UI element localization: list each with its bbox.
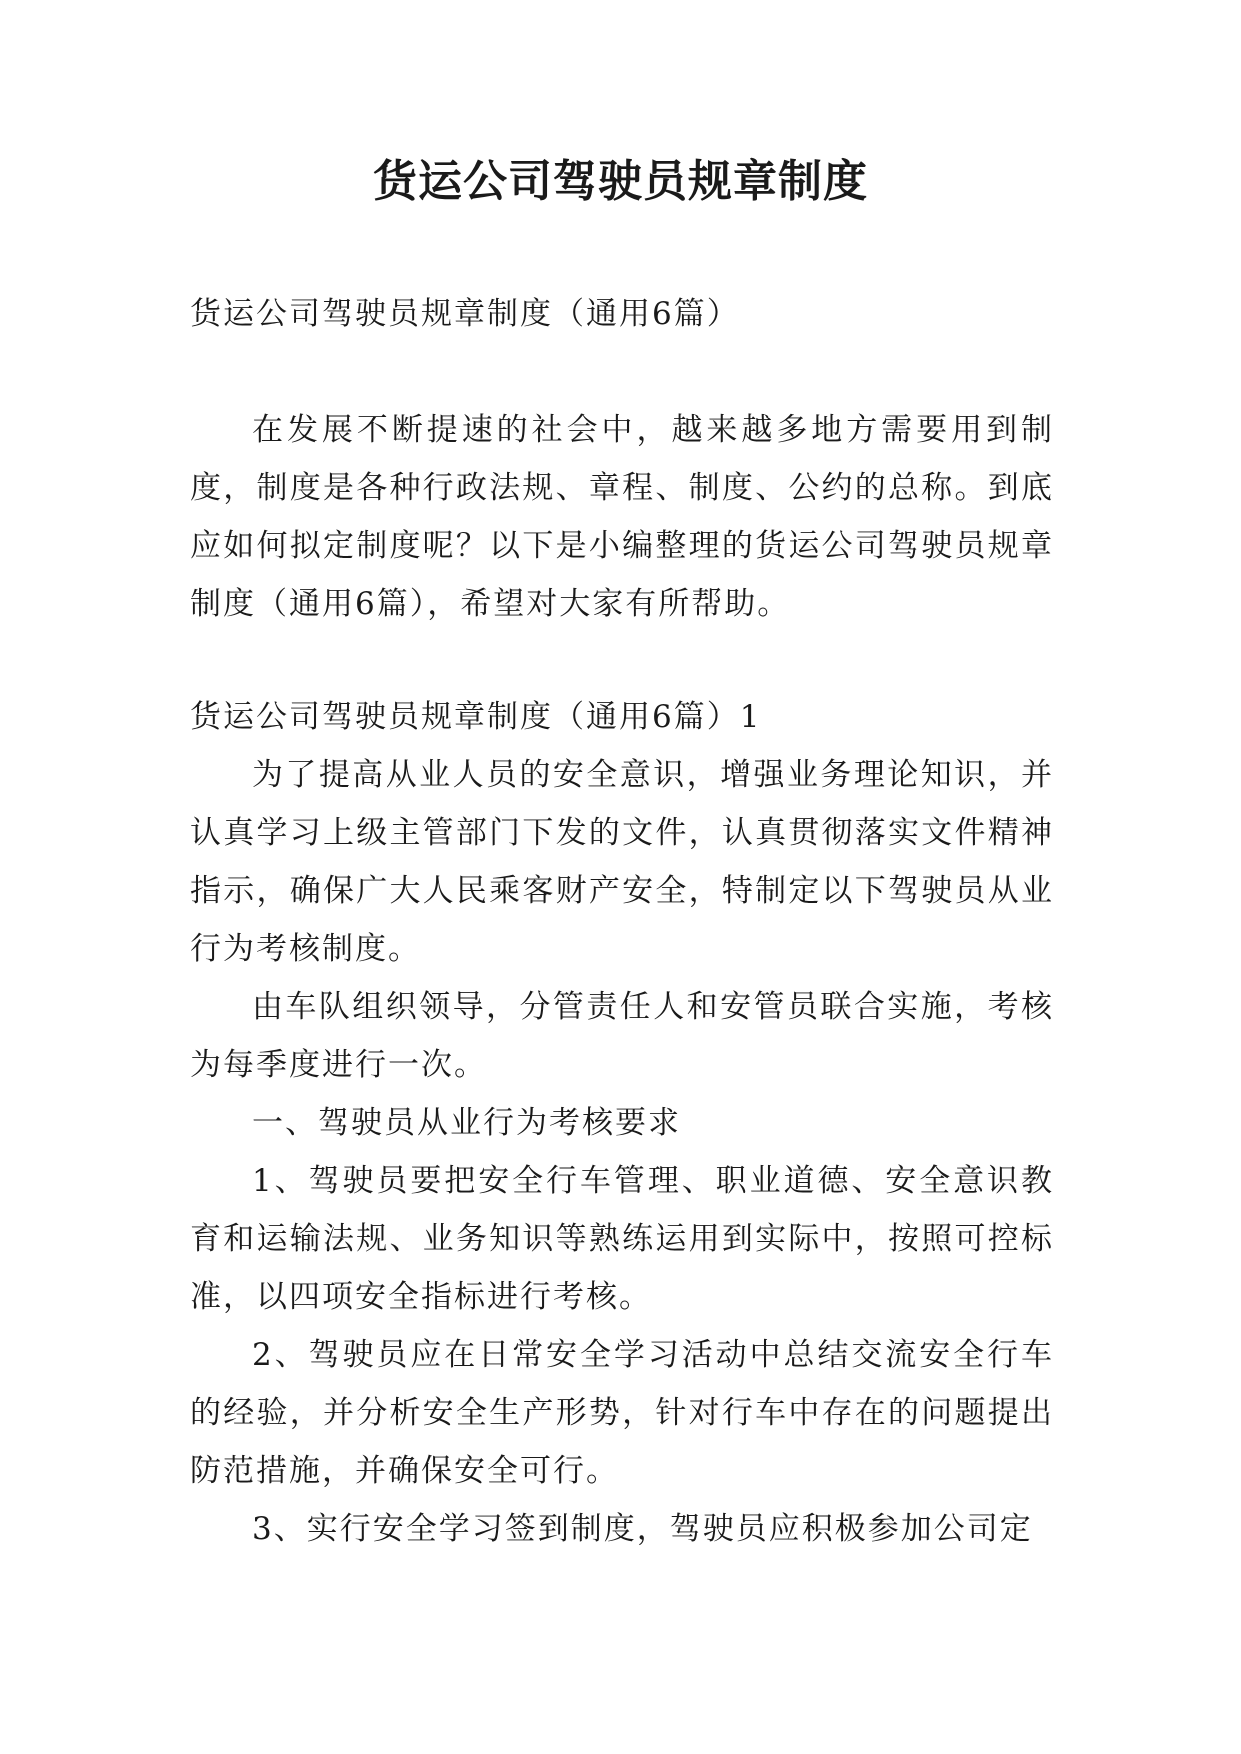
paragraph: 由车队组织领导，分管责任人和安管员联合实施，考核为每季度进行一次。 — [190, 989, 1054, 1083]
section-1 — [190, 688, 1054, 1558]
list-item: 3、实行安全学习签到制度，驾驶员应积极参加公司定 — [252, 1511, 1033, 1547]
document-title: 货运公司驾驶员规章制度 — [373, 156, 868, 207]
subtitle-text: 货运公司驾驶员规章制度（通用6篇） — [190, 296, 740, 332]
paragraph: 为了提高从业人员的安全意识，增强业务理论知识，并认真学习上级主管部门下发的文件，认真贯彻落实文件精神指示，确保广大人民乘客财产安全，特制定以下驾驶员从业行为考核制度。 — [190, 757, 1054, 967]
section-heading: 货运公司驾驶员规章制度（通用6篇）1 — [190, 699, 762, 735]
list-item: 2、驾驶员应在日常安全学习活动中总结交流安全行车的经验，并分析安全生产形势，针对行车中存在的问题提出防范措施，并确保安全可行。 — [190, 1337, 1054, 1489]
document-subtitle — [190, 285, 1054, 343]
intro-paragraph — [190, 401, 1054, 633]
list-item: 1、驾驶员要把安全行车管理、职业道德、安全意识教育和运输法规、业务知识等熟练运用到实际中，按照可控标准，以四项安全指标进行考核。 — [190, 1163, 1054, 1315]
subsection-heading: 一、驾驶员从业行为考核要求 — [252, 1105, 681, 1141]
intro-text: 在发展不断提速的社会中，越来越多地方需要用到制度，制度是各种行政法规、章程、制度、公约的总称。到底应如何拟定制度呢？以下是小编整理的货运公司驾驶员规章制度（通用6篇），希望对大家有所帮助。 — [190, 412, 1054, 622]
